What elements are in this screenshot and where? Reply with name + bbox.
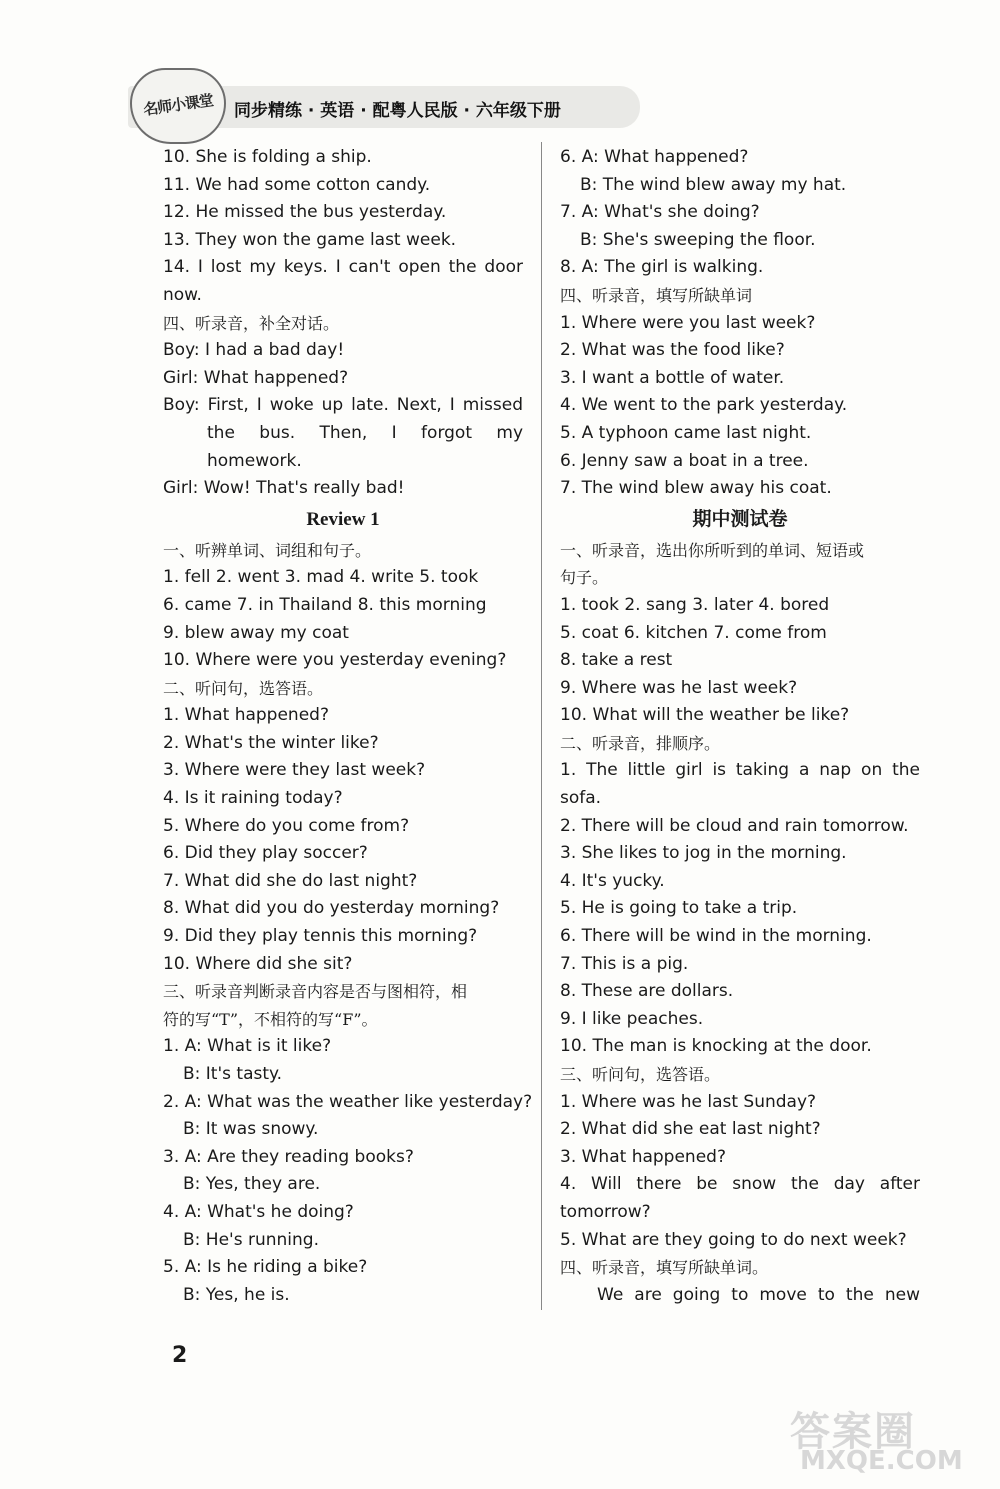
text-line: 3. Where were they last week?: [163, 760, 426, 781]
text-line: 2. What's the winter like?: [163, 732, 379, 753]
text-line: 7. This is a pig.: [560, 953, 689, 974]
text-line: 3. She likes to jog in the morning.: [560, 843, 847, 864]
watermark-url: MXQE.COM: [800, 1446, 963, 1476]
text-line: 9. I like peaches.: [560, 1008, 704, 1029]
text-line: 5. He is going to take a trip.: [560, 898, 798, 919]
watermark-logo: 答案圈: [790, 1409, 916, 1455]
text-line: 2. There will be cloud and rain tomorrow.: [560, 815, 909, 836]
text-line: 2. What did she eat last night?: [560, 1119, 821, 1140]
text-line: 5. coat 6. kitchen 7. come from: [560, 622, 827, 643]
text-line: B: The wind blew away my hat.: [580, 174, 847, 195]
brand-logo: [130, 68, 226, 144]
text-line: 9. Did they play tennis this morning?: [163, 926, 478, 947]
text-line: 5. What are they going to do next week?: [560, 1229, 907, 1250]
text-line: the bus. Then, I forgot my: [207, 422, 523, 443]
text-line: B: Yes, he is.: [183, 1284, 290, 1305]
text-line: 4. Will there be snow the day after: [560, 1174, 920, 1195]
text-line: homework.: [207, 450, 302, 471]
text-line: Boy: First, I woke up late. Next, I missed: [163, 395, 523, 416]
text-line: 9. Where was he last week?: [560, 677, 798, 698]
text-line: 12. He missed the bus yesterday.: [163, 202, 447, 223]
text-line: 4. A: What's he doing?: [163, 1201, 354, 1222]
text-line: 10. What will the weather be like?: [560, 705, 850, 726]
text-line: 8. What did you do yesterday morning?: [163, 898, 500, 919]
text-line: 6. Jenny saw a boat in a tree.: [560, 450, 809, 471]
text-line: 13. They won the game last week.: [163, 229, 457, 250]
text-line: 5. A: Is he riding a bike?: [163, 1257, 368, 1278]
text-line: 一、听辨单词、词组和句子。: [163, 540, 372, 560]
page-number: 2: [172, 1343, 188, 1368]
text-line: B: It's tasty.: [183, 1064, 283, 1084]
text-line: 5. A typhoon came last night.: [560, 422, 812, 443]
text-line: 6. There will be wind in the morning.: [560, 926, 872, 947]
text-line: B: He's running.: [183, 1229, 319, 1250]
text-line: B: Yes, they are.: [183, 1174, 321, 1195]
text-line: 1. fell 2. went 3. mad 4. write 5. took: [163, 567, 479, 588]
text-line: 2. A: What was the weather like yesterday?: [163, 1091, 533, 1112]
text-line: 6. came 7. in Thailand 8. this morning: [163, 594, 487, 615]
text-line: 10. Where did she sit?: [163, 953, 353, 974]
text-line: 三、听问句，选答语。: [560, 1065, 721, 1084]
text-line: 1. A: What is it like?: [163, 1036, 332, 1057]
text-line: 7. What did she do last night?: [163, 870, 418, 891]
text-line: Boy: I had a bad day!: [163, 340, 345, 361]
text-line: 四、听录音，补全对话。: [163, 313, 340, 333]
text-line: Girl: What happened?: [163, 367, 349, 388]
text-line: 2. What was the food like?: [560, 340, 785, 361]
text-line: 三、听录音判断录音内容是否与图相符，相: [163, 982, 468, 1002]
text-line: 1. What happened?: [163, 705, 329, 726]
text-line: 8. A: The girl is walking.: [560, 257, 764, 278]
text-line: 4. Is it raining today?: [163, 788, 343, 809]
text-line: 8. These are dollars.: [560, 981, 734, 1002]
text-line: 5. Where do you come from?: [163, 815, 410, 836]
text-line: 3. I want a bottle of water.: [560, 367, 785, 388]
text-line: 6. Did they play soccer?: [163, 843, 368, 864]
header-title: 同步精练 · 英语 · 配粤人民版 · 六年级下册: [234, 101, 561, 121]
text-line: 1. The little girl is taking a nap on the: [560, 760, 920, 781]
section-heading: Review 1: [306, 508, 380, 530]
text-line: 二、听问句，选答语。: [163, 678, 324, 698]
text-line: 10. The man is knocking at the door.: [560, 1036, 872, 1057]
section-heading: 期中测试卷: [692, 508, 788, 530]
text-line: 3. A: Are they reading books?: [163, 1146, 414, 1167]
text-line: 8. take a rest: [560, 650, 673, 671]
text-line: 6. A: What happened?: [560, 147, 749, 167]
text-line: 14. I lost my keys. I can't open the door: [163, 257, 523, 278]
text-line: Girl: Wow! That's really bad!: [163, 478, 405, 499]
text-line: 1. took 2. sang 3. later 4. bored: [560, 594, 830, 615]
text-line: tomorrow?: [560, 1201, 651, 1222]
text-line: 7. A: What's she doing?: [560, 202, 760, 223]
left-column: [163, 144, 533, 1309]
text-line: 句子。: [560, 568, 609, 588]
text-line: 四、听录音，填写所缺单词。: [560, 1258, 769, 1278]
text-line: 10. She is folding a ship.: [163, 147, 372, 167]
text-line: 符的写“T”，不相符的写“F”。: [163, 1009, 378, 1029]
text-line: We are going to move to the new: [597, 1284, 920, 1305]
text-line: 11. We had some cotton candy.: [163, 174, 431, 195]
text-line: 1. Where were you last week?: [560, 312, 816, 333]
text-line: B: She's sweeping the floor.: [580, 229, 816, 250]
text-line: 四、听录音，填写所缺单词: [560, 285, 753, 305]
logo-text: 名师小课堂: [142, 91, 214, 119]
text-line: 3. What happened?: [560, 1146, 726, 1167]
text-line: 9. blew away my coat: [163, 622, 349, 643]
right-column: [560, 144, 920, 1309]
text-line: 7. The wind blew away his coat.: [560, 478, 832, 499]
text-line: now.: [163, 284, 202, 305]
column-divider: [541, 142, 542, 1310]
text-line: 4. It's yucky.: [560, 870, 665, 891]
text-line: 10. Where were you yesterday evening?: [163, 650, 507, 671]
text-line: 二、听录音，排顺序。: [560, 733, 721, 753]
text-line: B: It was snowy.: [183, 1119, 319, 1140]
text-line: sofa.: [560, 788, 602, 809]
text-line: 一、听录音，选出你所听到的单词、短语或: [560, 540, 865, 560]
text-line: 4. We went to the park yesterday.: [560, 395, 848, 416]
text-line: 1. Where was he last Sunday?: [560, 1091, 817, 1112]
